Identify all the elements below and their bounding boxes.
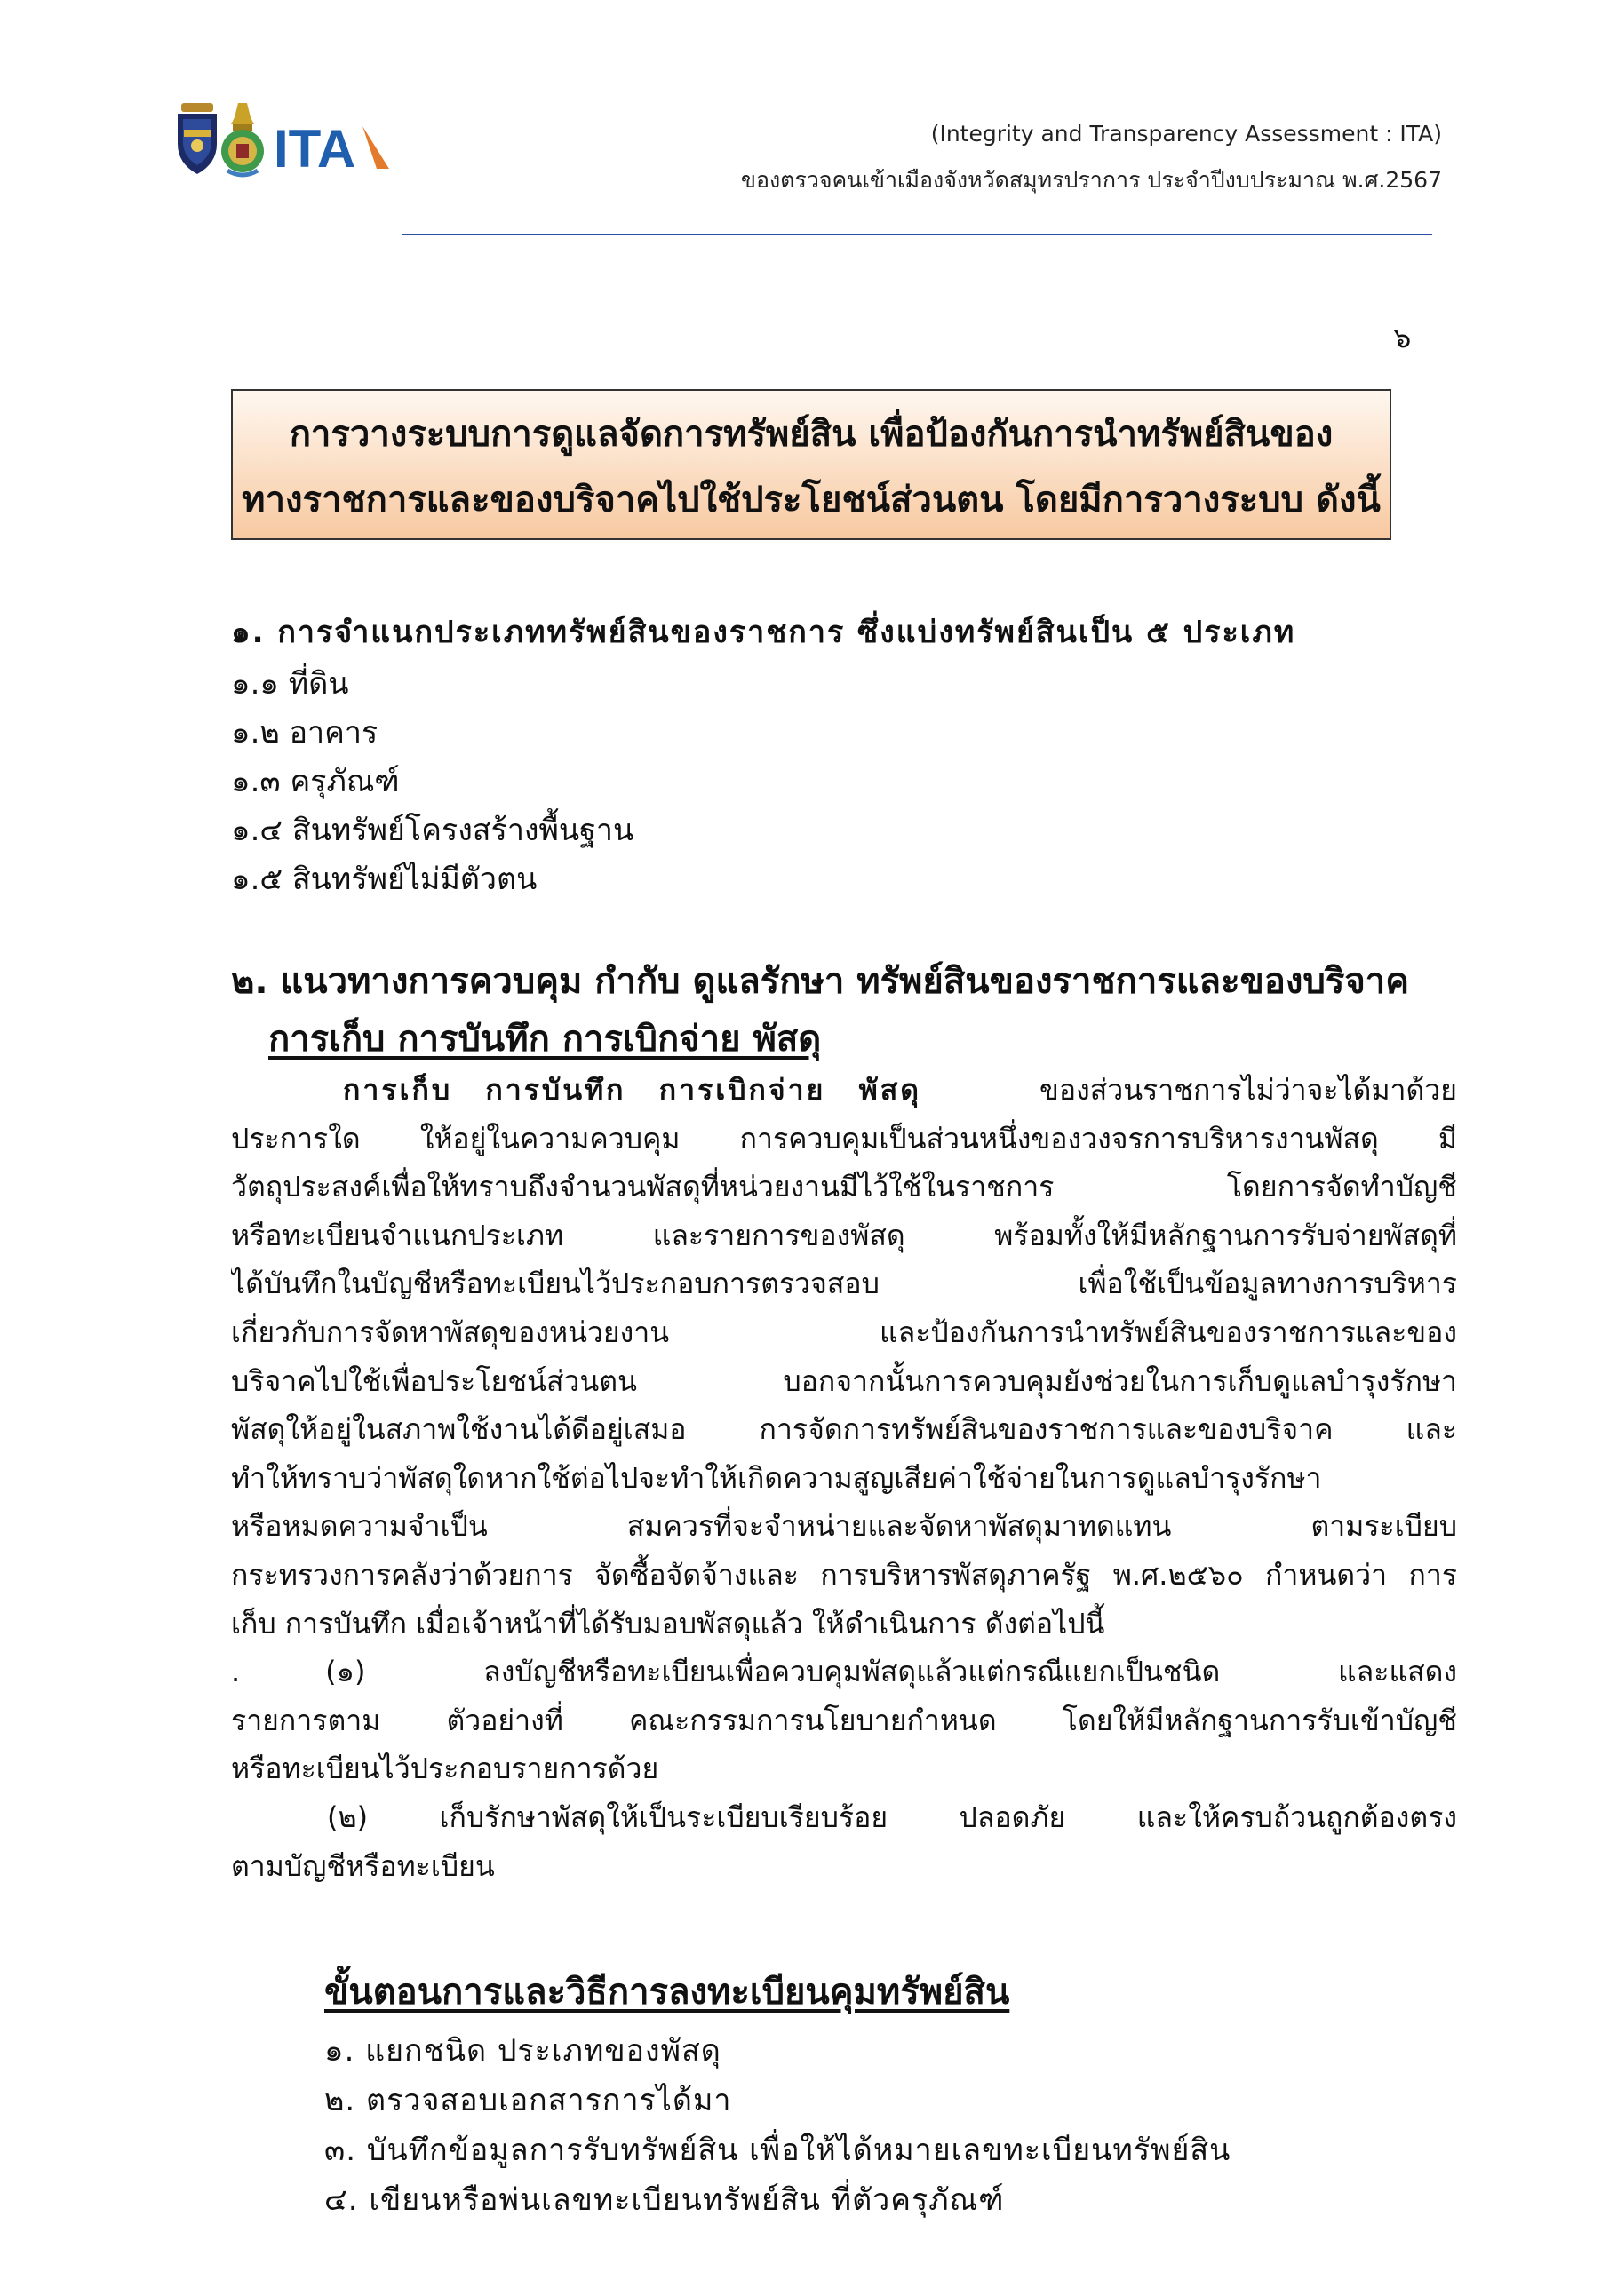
ita-swoosh-icon bbox=[362, 126, 389, 169]
header-subtitle-en: (Integrity and Transparency Assessment : ITA) bbox=[930, 121, 1442, 147]
header-subtitle-th: ของตรวจคนเข้าเมืองจังหวัดสมุทรปราการ ประจำปีงบประมาณ พ.ศ.2567 bbox=[740, 167, 1442, 193]
steps-item: ๔. เขียนหรือพ่นเลขทะเบียนทรัพย์สิน ที่ตัวครุภัณฑ์ bbox=[324, 2182, 1005, 2218]
paragraph-line: หรือหมดความจำเป็น สมควรที่จะจำหน่ายและจัดหาพัสดุมาทดแทน ตามระเบียบ bbox=[231, 1509, 1457, 1544]
section1-item: ๑.๓ ครุภัณฑ์ bbox=[231, 764, 400, 799]
steps-heading: ขั้นตอนการและวิธีการลงทะเบียนคุมทรัพย์สิน bbox=[324, 1972, 1010, 2013]
section2-paragraph bbox=[231, 1066, 1457, 1648]
paragraph-line: ได้บันทึกในบัญชีหรือทะเบียนไว้ประกอบการตรวจสอบ เพื่อใช้เป็นข้อมูลทางการบริหาร bbox=[231, 1267, 1457, 1301]
paragraph-line: เกี่ยวกับการจัดหาพัสดุของหน่วยงาน และป้องกันการนำทรัพย์สินของราชการและของ bbox=[231, 1315, 1457, 1349]
steps-item: ๑. แยกชนิด ประเภทของพัสดุ bbox=[324, 2033, 721, 2069]
paragraph-line: บริจาคไปใช้เพื่อประโยชน์ส่วนตน บอกจากนั้นการควบคุมยังช่วยในการเก็บดูแลบำรุงรักษา bbox=[231, 1363, 1457, 1398]
paragraph-lead-rest: ของส่วนราชการไม่ว่าจะได้มาด้วย bbox=[1039, 1073, 1457, 1107]
immigration-emblem-icon bbox=[178, 103, 217, 174]
paragraph-line bbox=[231, 1066, 1457, 1115]
sub-item-line: รายการตาม ตัวอย่างที่ คณะกรรมการนโยบายกำหนด โดยให้มีหลักฐานการรับเข้าบัญชี bbox=[231, 1703, 1457, 1737]
sub-item-1 bbox=[231, 1648, 1457, 1793]
paragraph-line: เก็บ การบันทึก เมื่อเจ้าหน้าที่ได้รับมอบพัสดุแล้ว ให้ดำเนินการ ดังต่อไปนี้ bbox=[231, 1606, 1105, 1641]
paragraph-line: ประการใด ให้อยู่ในความควบคุม การควบคุมเป็นส่วนหนึ่งของวงจรการบริหารงานพัสดุ มี bbox=[231, 1121, 1457, 1156]
royal-seal-icon bbox=[221, 103, 264, 175]
steps-item: ๒. ตรวจสอบเอกสารการได้มา bbox=[324, 2083, 732, 2118]
paragraph-line: พัสดุให้อยู่ในสภาพใช้งานได้ดีอยู่เสมอ การจัดการทรัพย์สินของราชการและของบริจาค และ bbox=[231, 1412, 1457, 1447]
title-line-1: การวางระบบการดูแลจัดการทรัพย์สิน เพื่อป้องกันการนำทรัพย์สินของ bbox=[289, 414, 1334, 455]
section1-item: ๑.๔ สินทรัพย์โครงสร้างพื้นฐาน bbox=[231, 813, 634, 848]
steps-item: ๓. บันทึกข้อมูลการรับทรัพย์สิน เพื่อให้ได้หมายเลขทะเบียนทรัพย์สิน bbox=[324, 2133, 1231, 2168]
sub-item-line: ตามบัญชีหรือทะเบียน bbox=[231, 1848, 495, 1883]
ita-logo-text: ITA bbox=[274, 119, 356, 179]
sub-item-line: (๒) เก็บรักษาพัสดุให้เป็นระเบียบเรียบร้อย ปลอดภัย และให้ครบถ้วนถูกต้องตรง bbox=[327, 1800, 1457, 1834]
sub-item-line bbox=[231, 1648, 1457, 1696]
header-divider bbox=[402, 234, 1432, 235]
paragraph-line: กระทรวงการคลังว่าด้วยการ จัดซื้อจัดจ้างและ การบริหารพัสดุภาครัฐ พ.ศ.๒๕๖๐ กำหนดว่า การ bbox=[231, 1557, 1457, 1592]
leading-dot: . bbox=[231, 1655, 241, 1688]
section2-heading: ๒. แนวทางการควบคุม กำกับ ดูแลรักษา ทรัพย์สินของราชการและของบริจาค bbox=[231, 961, 1409, 1002]
paragraph-lead-bold: การเก็บ การบันทึก การเบิกจ่าย พัสดุ bbox=[343, 1073, 922, 1107]
section2-subheading: การเก็บ การบันทึก การเบิกจ่าย พัสดุ bbox=[268, 1019, 822, 1060]
sub-item-text: (๑) ลงบัญชีหรือทะเบียนเพื่อควบคุมพัสดุแล้วแต่กรณีแยกเป็นชนิด และแสดง bbox=[325, 1655, 1457, 1688]
page-number: ๖ bbox=[1393, 321, 1412, 354]
paragraph-line: วัตถุประสงค์เพื่อให้ทราบถึงจำนวนพัสดุที่หน่วยงานมีไว้ใช้ในราชการ โดยการจัดทำบัญชี bbox=[231, 1170, 1457, 1204]
section1-item: ๑.๕ สินทรัพย์ไม่มีตัวตน bbox=[231, 862, 538, 897]
title-box bbox=[231, 389, 1391, 540]
paragraph-line: หรือทะเบียนจำแนกประเภท และรายการของพัสดุ พร้อมทั้งให้มีหลักฐานการรับจ่ายพัสดุที่ bbox=[231, 1218, 1457, 1252]
title-line-2: ทางราชการและของบริจาคไปใช้ประโยชน์ส่วนตน โดยมีการวางระบบ ดังนี้ bbox=[242, 480, 1381, 520]
paragraph-line: ทำให้ทราบว่าพัสดุใดหากใช้ต่อไปจะทำให้เกิดความสูญเสียค่าใช้จ่ายในการดูแลบำรุงรักษา bbox=[231, 1460, 1322, 1495]
sub-item-line: หรือทะเบียนไว้ประกอบรายการด้วย bbox=[231, 1752, 659, 1786]
section1-item: ๑.๑ ที่ดิน bbox=[231, 666, 349, 702]
sub-item-2 bbox=[231, 1793, 1457, 1890]
header-logos bbox=[176, 99, 398, 179]
section1-item: ๑.๒ อาคาร bbox=[231, 715, 378, 751]
section1-heading: ๑. การจำแนกประเภททรัพย์สินของราชการ ซึ่งแบ่งทรัพย์สินเป็น ๕ ประเภท bbox=[231, 615, 1296, 650]
